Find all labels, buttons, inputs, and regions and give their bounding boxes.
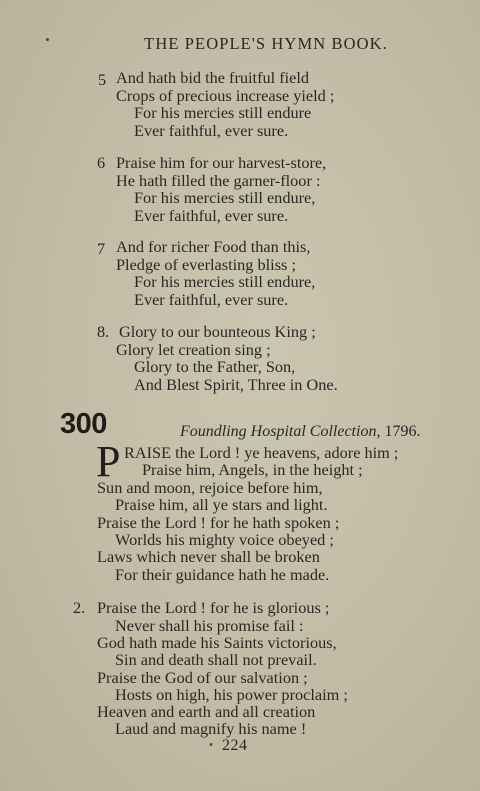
verse-line: Ever faithful, ever sure. [134,206,289,225]
verse-line: Praise him, Angels, in the height ; [142,460,363,479]
verse-number: 6 [97,153,106,172]
verse-line: Praise him for our harvest-store, [116,153,327,172]
running-title: THE PEOPLE'S HYMN BOOK. [144,34,388,53]
verse-number: 7 [97,239,106,258]
hymn-source-year: 1796. [384,423,421,440]
verse-line: Pledge of everlasting bliss ; [116,255,296,274]
verse-line: Sin and death shall not prevail. [115,650,317,669]
verse-line: For his mercies still endure, [134,272,316,291]
verse-number: 5 [98,70,107,89]
verse-line: God hath made his Saints victorious, [97,633,337,652]
verse-number: 2. [73,598,86,617]
verse-line: Ever faithful, ever sure. [134,290,289,309]
verse-line: For their guidance hath he made. [115,565,330,584]
page-number: 224 [222,737,248,754]
verse-line: For his mercies still endure [134,103,312,122]
verse-line: Heaven and earth and all creation [97,702,316,721]
verse-line: Hosts on high, his power proclaim ; [115,685,348,704]
verse-line: Praise him, all ye stars and light. [115,495,328,514]
verse-line: Glory let creation sing ; [116,340,271,359]
verse-line: He hath filled the garner-floor : [116,171,321,190]
verse-line: Glory to the Father, Son, [134,357,296,376]
verse-line: Praise the Lord ! for he hath spoken ; [97,513,340,532]
verse-line: And hath bid the fruitful field [116,68,310,87]
verse-line: RAISE the Lord ! ye heavens, adore him ; [124,443,399,462]
verse-number: 8. [97,322,110,341]
verse-line: For his mercies still endure, [134,188,316,207]
verse-line: Never shall his promise fail : [115,616,304,635]
hymn-source [180,423,420,441]
verse-line: Crops of precious increase yield ; [116,86,335,105]
verse-line: And for richer Food than this, [116,237,311,256]
verse-line: And Blest Spirit, Three in One. [134,375,338,394]
verse-line: Laws which never shall be broken [97,547,320,566]
hymn-source-collection: Foundling Hospital Collection, [180,423,381,440]
drop-cap: P [96,437,121,486]
verse-line: Laud and magnify his name ! [115,719,307,738]
ink-tick [209,743,212,747]
hymn-number: 300 [60,408,107,440]
verse-line: Sun and moon, rejoice before him, [97,478,323,497]
verse-line: Glory to our bounteous King ; [119,322,316,341]
verse-line: Ever faithful, ever sure. [134,121,289,140]
verse-line: Praise the Lord ! for he is glorious ; [97,598,330,617]
verse-line: Worlds his mighty voice obeyed ; [115,530,334,549]
verse-line: Praise the God of our salvation ; [97,668,308,687]
